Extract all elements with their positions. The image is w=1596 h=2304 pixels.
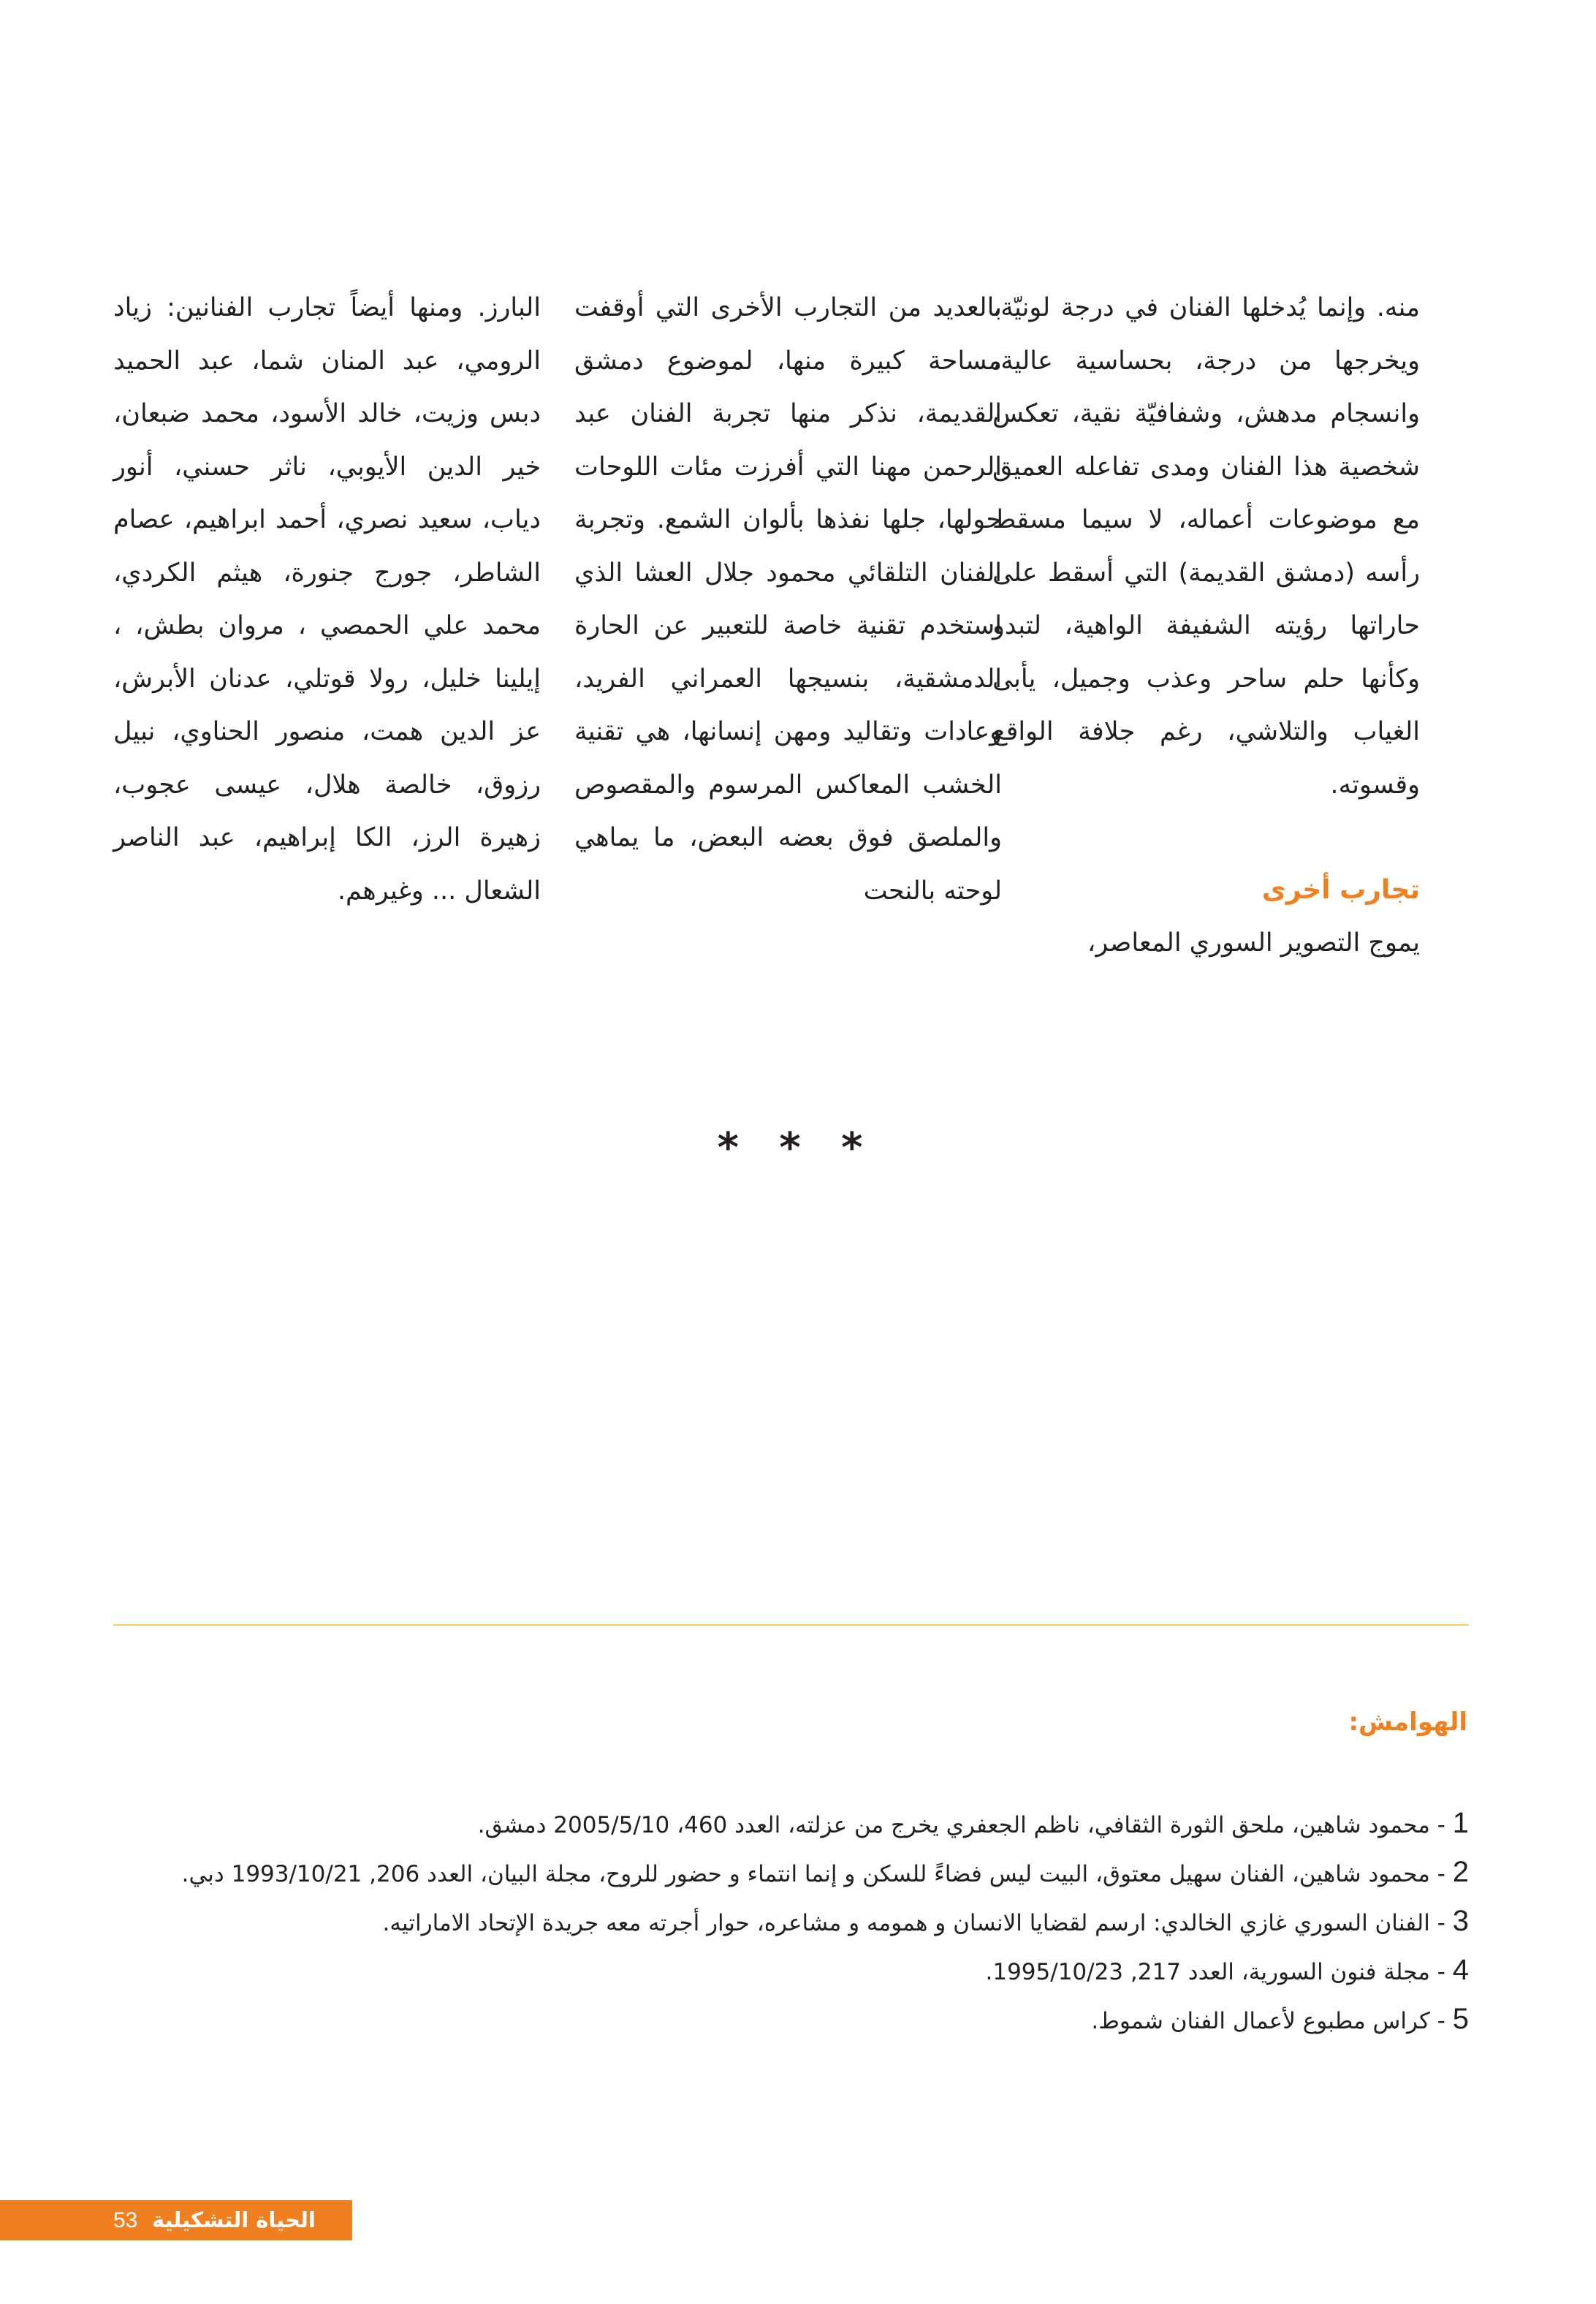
footnote-number: 1	[1452, 1807, 1469, 1839]
page-number: 53	[113, 2208, 138, 2232]
article-column-right	[992, 281, 1420, 970]
section-separator: * * *	[717, 1124, 876, 1172]
magazine-name: الحياة التشكيلية	[152, 2208, 316, 2232]
footnote-text: - محمود شاهين، الفنان سهيل معتوق، البيت ليس فضاءً للسكن و إنما انتماء و حضور للروح، مجلة البيان، العدد 206, 1993/10/21 دبي.	[181, 1861, 1445, 1887]
footnote-number: 3	[1452, 1905, 1469, 1937]
footnote-item	[113, 1947, 1469, 1996]
footnote-number: 4	[1452, 1954, 1469, 1986]
footnote-number: 5	[1452, 2003, 1469, 2035]
footnote-text: - كراس مطبوع لأعمال الفنان شموط.	[1091, 2008, 1445, 2034]
footnotes-divider	[113, 1624, 1469, 1626]
footnotes-list	[113, 1800, 1469, 2045]
footnote-number: 2	[1452, 1856, 1469, 1888]
footnote-item	[113, 1996, 1469, 2045]
paragraph: يموج التصوير السوري المعاصر،	[1087, 928, 1420, 958]
paragraph: منه. وإنما يُدخلها الفنان في درجة لونيّة، ويخرجها من درجة، بحساسية عالية، وانسجام مدهش، وشفافيّة نقية، تعكس شخصية هذا الفنان ومدى تفاعله العميق مع موضوعات أعماله، لا سيما مسقط رأسه (دمشق القديمة) التي أسقط على حاراتها رؤيته الشفيفة الواهية، لتبدو وكأنها حلم ساحر وعذب وجميل، يأبى الغياب والتلاشي، رغم جلافة الواقع وقسوته.	[992, 293, 1420, 800]
footnote-item	[113, 1849, 1469, 1898]
footnote-item	[113, 1800, 1469, 1849]
footnote-text: - الفنان السوري غازي الخالدي: ارسم لقضايا الانسان و همومه و مشاعره، حوار أجرته معه جريدة الإتحاد الاماراتيه.	[382, 1910, 1445, 1936]
footnote-text: - مجلة فنون السورية، العدد 217, 1995/10/23.	[985, 1959, 1445, 1985]
footnote-text: - محمود شاهين، ملحق الثورة الثقافي، ناظم الجعفري يخرج من عزلته، العدد 460، 2005/5/10 دمشق.	[477, 1812, 1445, 1838]
article-column-middle	[574, 281, 1002, 917]
footnote-item	[113, 1898, 1469, 1947]
paragraph: بالعديد من التجارب الأخرى التي أوقفت مساحة كبيرة منها، لموضوع دمشق القديمة، نذكر منها تجربة الفنان عبد الرحمن مهنا التي أفرزت مئات اللوحات حولها، جلها نفذها بألوان الشمع. وتجربة الفنان التلقائي محمود جلال العشا الذي استخدم تقنية خاصة للتعبير عن الحارة الدمشقية، بنسيجها العمراني الفريد، وعادات وتقاليد ومهن إنسانها، هي تقنية الخشب المعاكس المرسوم والمقصوص والملصق فوق بعضه البعض، ما يماهي لوحته بالنحت	[574, 293, 1002, 906]
section-subheading: تجارب أخرى	[1261, 875, 1420, 905]
paragraph: البارز. ومنها أيضاً تجارب الفنانين: زياد الرومي، عبد المنان شما، عبد الحميد دبس وزيت، خالد الأسود، محمد ضبعان، خير الدين الأيوبي، ناثر حسني، أنور دياب، سعيد نصري، أحمد ابراهيم، عصام الشاطر، جورج جنورة، هيثم الكردي، محمد علي الحمصي ، مروان بطش، ، إيلينا خليل، رولا قوتلي، عدنان الأبرش، عز الدين همت، منصور الحناوي، نبيل رزوق، خالصة هلال، عيسى عجوب، زهيرة الرز، الكا إبراهيم، عبد الناصر الشعال ... وغيرهم.	[113, 293, 541, 906]
footnotes-heading: الهوامش:	[1348, 1708, 1467, 1737]
article-column-left	[113, 281, 541, 917]
